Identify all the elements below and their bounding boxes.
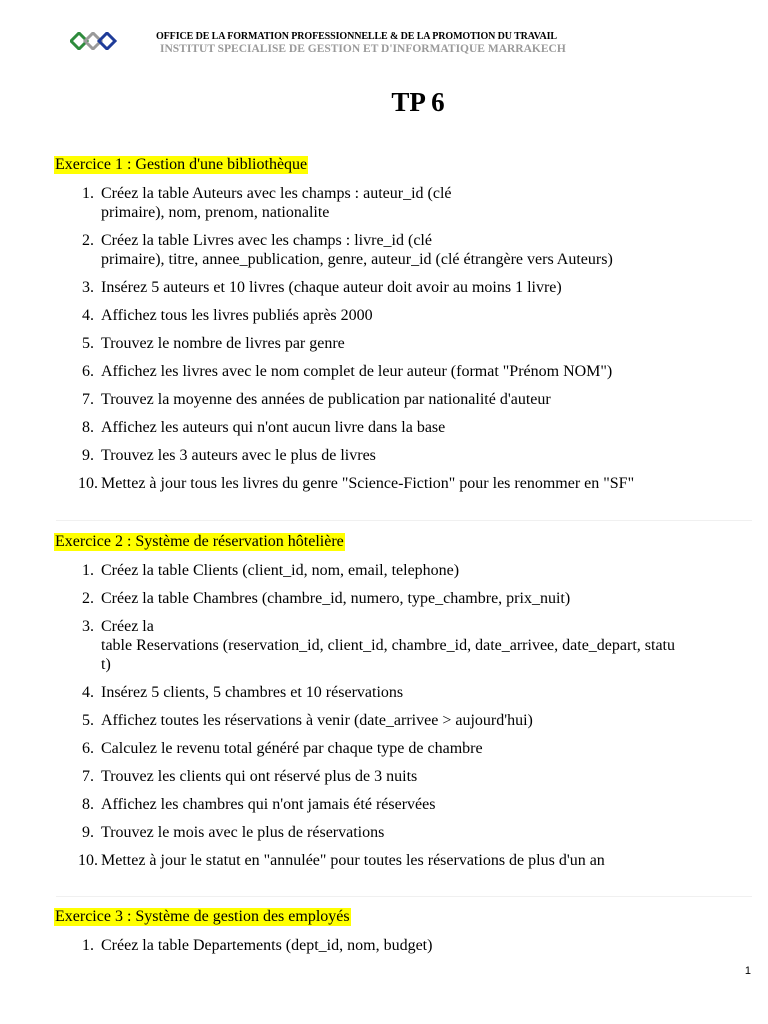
item-number: 4. bbox=[82, 684, 94, 701]
exercise-title: Exercice 1 : Gestion d'une bibliothèque bbox=[55, 156, 308, 173]
item-text: Insérez 5 auteurs et 10 livres (chaque auteur doit avoir au moins 1 livre) bbox=[101, 279, 562, 296]
list-item bbox=[54, 617, 754, 674]
item-number: 10. bbox=[78, 475, 98, 492]
list-item bbox=[54, 474, 754, 493]
list-item bbox=[54, 446, 754, 465]
item-number: 5. bbox=[82, 712, 94, 729]
item-text: Affichez les chambres qui n'ont jamais été réservées bbox=[101, 796, 436, 813]
list-item bbox=[54, 851, 754, 870]
exercise-list bbox=[54, 561, 754, 870]
list-item bbox=[54, 589, 754, 608]
item-number: 5. bbox=[82, 335, 94, 352]
item-text: Créez la table Auteurs avec les champs : auteur_id (clé bbox=[101, 185, 452, 202]
item-text: Affichez toutes les réservations à venir (date_arrivee > aujourd'hui) bbox=[101, 712, 533, 729]
exercise-section-2 bbox=[54, 533, 754, 870]
page-number: 1 bbox=[744, 965, 751, 977]
item-text: Créez la table Clients (client_id, nom, email, telephone) bbox=[101, 562, 460, 579]
org-name-line2: INSTITUT SPECIALISE DE GESTION ET D'INFORMATIQUE MARRAKECH bbox=[160, 43, 566, 55]
item-number: 9. bbox=[82, 824, 94, 841]
list-item bbox=[54, 739, 754, 758]
exercise-section-3 bbox=[54, 908, 754, 955]
item-text: Créez la table Departements (dept_id, nom, budget) bbox=[101, 937, 433, 954]
list-item bbox=[54, 362, 754, 381]
list-item bbox=[54, 278, 754, 297]
item-number: 6. bbox=[82, 363, 94, 380]
item-text: t) bbox=[101, 656, 111, 673]
section-divider bbox=[56, 896, 752, 897]
list-item bbox=[54, 184, 754, 222]
item-text: Calculez le revenu total généré par chaque type de chambre bbox=[101, 740, 483, 757]
list-item bbox=[54, 306, 754, 325]
list-item bbox=[54, 390, 754, 409]
item-number: 2. bbox=[82, 590, 94, 607]
list-item bbox=[54, 561, 754, 580]
item-text: Insérez 5 clients, 5 chambres et 10 réservations bbox=[101, 684, 404, 701]
exercise-title: Exercice 3 : Système de gestion des employés bbox=[55, 908, 350, 925]
ofppt-logo-icon bbox=[70, 32, 118, 50]
item-number: 7. bbox=[82, 768, 94, 785]
list-item bbox=[54, 767, 754, 786]
item-text: Créez la table Chambres (chambre_id, numero, type_chambre, prix_nuit) bbox=[101, 590, 571, 607]
item-text: Affichez tous les livres publiés après 2000 bbox=[101, 307, 373, 324]
list-item bbox=[54, 795, 754, 814]
list-item bbox=[54, 711, 754, 730]
item-text: Trouvez la moyenne des années de publication par nationalité d'auteur bbox=[101, 391, 551, 408]
item-text: Trouvez les clients qui ont réservé plus de 3 nuits bbox=[101, 768, 418, 785]
org-name-line1: OFFICE DE LA FORMATION PROFESSIONNELLE & DE LA PROMOTION DU TRAVAIL bbox=[156, 31, 557, 42]
item-number: 10. bbox=[78, 852, 98, 869]
item-number: 6. bbox=[82, 740, 94, 757]
item-number: 3. bbox=[82, 618, 94, 635]
list-item bbox=[54, 823, 754, 842]
section-divider bbox=[56, 520, 752, 521]
item-text: Créez la bbox=[101, 618, 154, 635]
item-text: Créez la table Livres avec les champs : livre_id (clé bbox=[101, 232, 432, 249]
item-number: 1. bbox=[82, 937, 94, 954]
item-number: 8. bbox=[82, 796, 94, 813]
exercise-section-1 bbox=[54, 156, 754, 493]
list-item bbox=[54, 334, 754, 353]
exercise-list bbox=[54, 936, 754, 955]
item-text: Trouvez le nombre de livres par genre bbox=[101, 335, 345, 352]
item-text: primaire), titre, annee_publication, genre, auteur_id (clé étrangère vers Auteurs) bbox=[101, 251, 613, 268]
page-title: TP 6 bbox=[391, 87, 445, 117]
list-item bbox=[54, 231, 754, 269]
item-text: Affichez les livres avec le nom complet de leur auteur (format "Prénom NOM") bbox=[101, 363, 613, 380]
item-number: 9. bbox=[82, 447, 94, 464]
item-number: 8. bbox=[82, 419, 94, 436]
item-number: 7. bbox=[82, 391, 94, 408]
item-text: primaire), nom, prenom, nationalite bbox=[101, 204, 330, 221]
item-number: 1. bbox=[82, 562, 94, 579]
item-number: 2. bbox=[82, 232, 94, 249]
item-text: table Reservations (reservation_id, client_id, chambre_id, date_arrivee, date_depart, statu bbox=[101, 637, 675, 654]
item-number: 3. bbox=[82, 279, 94, 296]
item-number: 4. bbox=[82, 307, 94, 324]
item-text: Trouvez les 3 auteurs avec le plus de livres bbox=[101, 447, 376, 464]
item-text: Mettez à jour tous les livres du genre "Science-Fiction" pour les renommer en "SF" bbox=[101, 475, 635, 492]
list-item bbox=[54, 936, 754, 955]
item-number: 1. bbox=[82, 185, 94, 202]
exercise-title: Exercice 2 : Système de réservation hôtelière bbox=[55, 533, 344, 550]
document-header bbox=[68, 30, 708, 60]
exercise-list bbox=[54, 184, 754, 493]
item-text: Trouvez le mois avec le plus de réservations bbox=[101, 824, 385, 841]
list-item bbox=[54, 418, 754, 437]
list-item bbox=[54, 683, 754, 702]
item-text: Mettez à jour le statut en "annulée" pour toutes les réservations de plus d'un an bbox=[101, 852, 605, 869]
item-text: Affichez les auteurs qui n'ont aucun livre dans la base bbox=[101, 419, 446, 436]
